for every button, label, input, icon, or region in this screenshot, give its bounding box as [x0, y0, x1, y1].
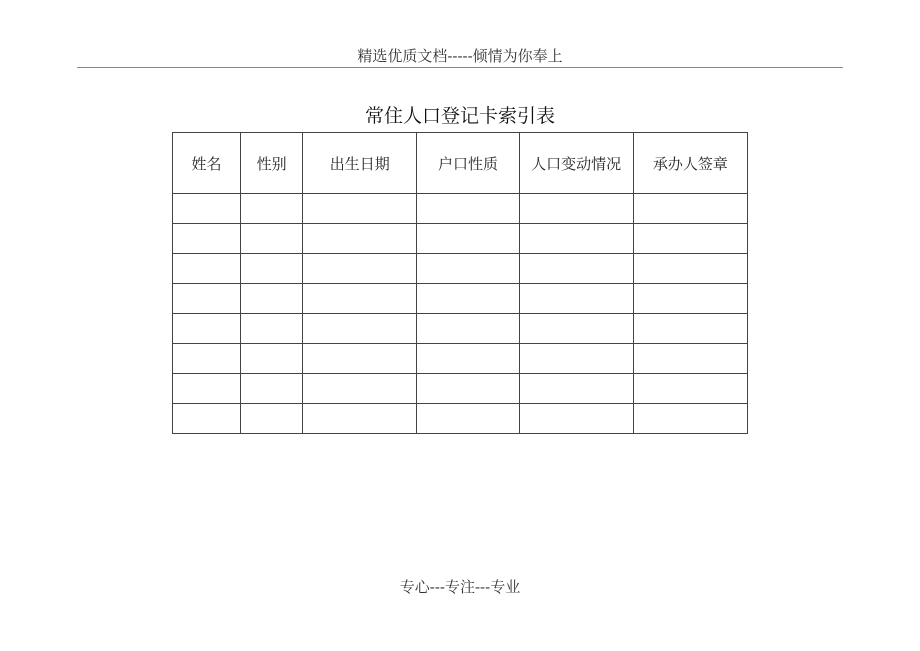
- table-header-row: [173, 133, 748, 194]
- table-cell: [417, 254, 519, 284]
- table-cell: [241, 254, 303, 284]
- table-cell: [519, 344, 633, 374]
- table-cell: [241, 404, 303, 434]
- column-header-population-change: 人口变动情况: [519, 133, 633, 194]
- table-cell: [633, 314, 747, 344]
- header-divider: [77, 67, 843, 68]
- table-cell: [633, 404, 747, 434]
- column-header-name: 姓名: [173, 133, 241, 194]
- table-cell: [633, 374, 747, 404]
- table-cell: [173, 284, 241, 314]
- table-cell: [303, 314, 417, 344]
- table-cell: [303, 404, 417, 434]
- table-cell: [417, 224, 519, 254]
- page-footer: 专心---专注---专业: [399, 578, 521, 596]
- table-cell: [519, 194, 633, 224]
- table-cell: [417, 194, 519, 224]
- index-table: [172, 132, 748, 434]
- table-cell: [417, 284, 519, 314]
- table-cell: [519, 374, 633, 404]
- table-cell: [241, 374, 303, 404]
- table-cell: [173, 314, 241, 344]
- table-cell: [173, 404, 241, 434]
- table-cell: [241, 314, 303, 344]
- table-cell: [173, 254, 241, 284]
- column-header-handler-signature: 承办人签章: [633, 133, 747, 194]
- column-header-household-type: 户口性质: [417, 133, 519, 194]
- table-row: [173, 374, 748, 404]
- table-cell: [303, 194, 417, 224]
- table-row: [173, 254, 748, 284]
- table-cell: [633, 344, 747, 374]
- table-cell: [417, 374, 519, 404]
- table-row: [173, 284, 748, 314]
- table-row: [173, 404, 748, 434]
- table-row: [173, 194, 748, 224]
- table-cell: [241, 194, 303, 224]
- table-cell: [303, 254, 417, 284]
- table-cell: [303, 284, 417, 314]
- table-row: [173, 314, 748, 344]
- table-cell: [633, 284, 747, 314]
- column-header-gender: 性别: [241, 133, 303, 194]
- table-cell: [519, 314, 633, 344]
- column-header-birth-date: 出生日期: [303, 133, 417, 194]
- table-cell: [241, 224, 303, 254]
- table-cell: [417, 314, 519, 344]
- table-cell: [519, 224, 633, 254]
- table-cell: [303, 224, 417, 254]
- table-cell: [633, 194, 747, 224]
- table-cell: [633, 254, 747, 284]
- table-cell: [417, 344, 519, 374]
- table-cell: [173, 344, 241, 374]
- table-cell: [519, 254, 633, 284]
- table-cell: [633, 224, 747, 254]
- table-cell: [241, 284, 303, 314]
- table-cell: [519, 404, 633, 434]
- table-cell: [417, 404, 519, 434]
- page-header: 精选优质文档-----倾情为你奉上: [357, 47, 563, 65]
- table-body: [173, 194, 748, 434]
- document-title: 常住人口登记卡索引表: [364, 105, 555, 127]
- table-cell: [303, 344, 417, 374]
- table-cell: [173, 194, 241, 224]
- table-cell: [241, 344, 303, 374]
- table-cell: [519, 284, 633, 314]
- table-row: [173, 344, 748, 374]
- table-row: [173, 224, 748, 254]
- table-cell: [173, 374, 241, 404]
- table-cell: [303, 374, 417, 404]
- table-cell: [173, 224, 241, 254]
